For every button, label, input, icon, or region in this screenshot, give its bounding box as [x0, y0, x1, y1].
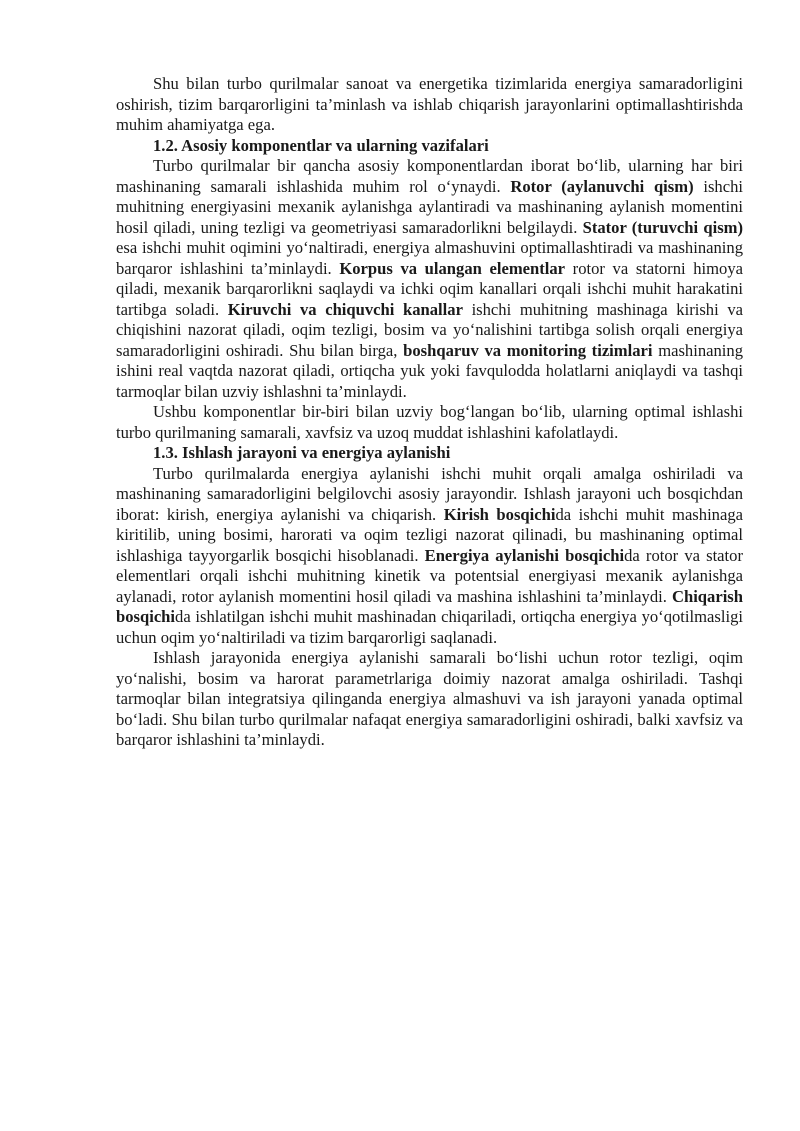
- term-stator: Stator (turuvchi qism): [582, 217, 743, 237]
- text-span: da rotor va stator elementlari orqali ishchi muhitning kinetik va potentsial energiyasi mexanik aylanishga aylanadi, rotor aylanish momentini hosil qiladi va mashina ishlashini ta’minlaydi.: [116, 545, 743, 606]
- section-heading-1-2: 1.2. Asosiy komponentlar va ularning vazifalari: [153, 135, 489, 155]
- text-span: da ishlatilgan ishchi muhit mashinadan chiqariladi, ortiqcha energiya yo‘qotilmasligi uchun oqim yo‘naltiriladi va tizim barqarorligi saqlanadi.: [116, 607, 743, 647]
- term-korpus: Korpus va ulangan elementlar: [339, 258, 566, 278]
- text-span: Turbo qurilmalar bir qancha asosiy komponentlardan iborat bo‘lib, ularning har biri mashinaning samarali ishlashida muhim rol o‘ynaydi.: [116, 156, 743, 196]
- term-chiqarish: Chiqarish bosqichi: [116, 586, 743, 626]
- term-kanallar: Kiruvchi va chiquvchi kanallar: [227, 299, 463, 319]
- term-energiya-aylanishi: Energiya aylanishi bosqichi: [424, 545, 625, 565]
- intro-paragraph: Shu bilan turbo qurilmalar sanoat va energetika tizimlarida energiya samaradorligini oshirish, tizim barqarorligini ta’minlash va ishlab chiqarish jarayonlarini optimallashtirishda muhim ahamiyatga ega.: [116, 74, 743, 134]
- text-span: ishchi muhitning energiyasini mexanik aylanishga aylantiradi va mashinaning aylanish momentini hosil qiladi, uning tezligi va geometriyasi samaradorlikni belgilaydi.: [116, 176, 743, 237]
- process-paragraph: [116, 464, 743, 649]
- text-span: da ishchi muhit mashinaga kiritilib, uning bosimi, harorati va oqim tezligi nazorat qilinadi, bu mashinaning optimal ishlashiga tayyorgarlik bosqichi hisoblanadi.: [116, 504, 743, 565]
- components-summary-paragraph: Ushbu komponentlar bir-biri bilan uzviy bog‘langan bo‘lib, ularning optimal ishlashi turbo qurilmaning samarali, xavfsiz va uzoq muddat ishlashini kafolatlaydi.: [116, 402, 743, 442]
- term-monitoring: boshqaruv va monitoring tizimlari: [403, 340, 653, 360]
- text-span: rotor va statorni himoya qiladi, mexanik barqarorlikni saqlaydi va ichki oqim kanallari orqali ishchi muhit harakatini tartibga soladi.: [116, 258, 744, 319]
- text-span: esa ishchi muhit oqimini yo‘naltiradi, energiya almashuvini optimallashtiradi va mashinaning barqaror ishlashini ta’minlaydi.: [116, 238, 743, 278]
- section-heading-1-3: 1.3. Ishlash jarayoni va energiya aylanishi: [153, 443, 451, 462]
- term-rotor: Rotor (aylanuvchi qism): [510, 176, 694, 196]
- text-span: Turbo qurilmalarda energiya aylanishi ishchi muhit orqali amalga oshiriladi va mashinaning samaradorligini belgilovchi asosiy jarayondir. Ishlash jarayoni uch bosqichdan iborat: kirish, energiya aylanishi va chiqarish.: [116, 463, 743, 524]
- process-summary-paragraph: Ishlash jarayonida energiya aylanishi samarali bo‘lishi uchun rotor tezligi, oqim yo‘nalishi, bosim va harorat parametrlariga doimiy nazorat amalga oshiriladi. Tashqi tarmoqlar bilan integratsiya qilinganda energiya almashuvi va ish jarayoni yanada optimal bo‘ladi. Shu bilan turbo qurilmalar nafaqat energiya samaradorligini oshiradi, balki xavfsiz va barqaror ishlashini ta’minlaydi.: [116, 648, 743, 749]
- components-paragraph: [116, 156, 743, 402]
- text-span: mashinaning ishini real vaqtda nazorat qiladi, ortiqcha yuk yoki favqulodda holatlarni aniqlaydi va tashqi tarmoqlar bilan uzviy ishlashni ta’minlaydi.: [116, 340, 744, 401]
- term-kirish: Kirish bosqichi: [443, 504, 556, 524]
- text-span: ishchi muhitning mashinaga kirishi va chiqishini nazorat qiladi, oqim tezligi, bosim va yo‘nalishini tartibga solish orqali energiya samaradorligini oshiradi. Shu bilan birga,: [116, 299, 743, 360]
